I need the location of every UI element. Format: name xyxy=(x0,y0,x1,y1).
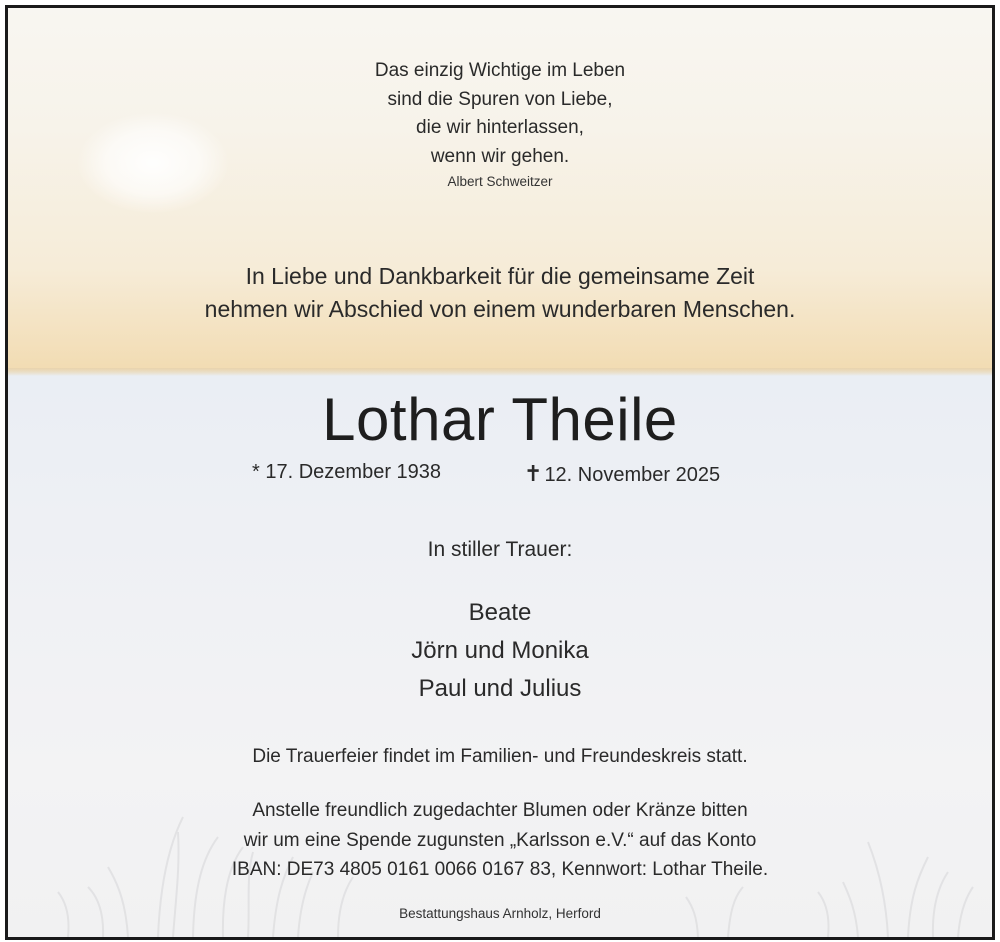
mourner: Jörn und Monika xyxy=(411,637,589,664)
farewell-line: In Liebe und Dankbarkeit für die gemeinsame Zeit xyxy=(245,263,755,289)
quote-author: Albert Schweitzer xyxy=(447,174,553,189)
quote xyxy=(8,57,992,171)
quote-line: Das einzig Wichtige im Leben xyxy=(374,60,626,81)
cross-icon: ✝ xyxy=(524,461,543,486)
mourner: Paul und Julius xyxy=(418,675,582,702)
obituary-notice xyxy=(5,5,995,940)
donation-text xyxy=(8,796,992,885)
mourner: Beate xyxy=(468,599,532,626)
farewell-text xyxy=(8,260,992,326)
birth-date-group xyxy=(252,461,441,484)
death-date-group xyxy=(524,461,720,487)
deceased-name: Lothar Theile xyxy=(322,386,678,453)
mourners-list xyxy=(8,594,992,708)
birth-date: 17. Dezember 1938 xyxy=(265,461,442,483)
donation-line: wir um eine Spende zugunsten „Karlsson e.V.“ auf das Konto xyxy=(243,829,757,851)
donation-line: Anstelle freundlich zugedachter Blumen oder Kränze bitten xyxy=(252,800,748,821)
mourning-heading: In stiller Trauer: xyxy=(427,538,573,561)
donation-line: IBAN: DE73 4805 0161 0066 0167 83, Kennwort: Lothar Theile. xyxy=(231,859,769,880)
quote-line: sind die Spuren von Liebe, xyxy=(387,88,613,110)
farewell-line: nehmen wir Abschied von einem wunderbaren Menschen. xyxy=(204,296,796,322)
birth-star-icon: * xyxy=(252,461,260,483)
funeral-home: Bestattungshaus Arnholz, Herford xyxy=(399,906,601,921)
ceremony-text: Die Trauerfeier findet im Familien- und Freundeskreis statt. xyxy=(252,746,748,767)
quote-line: die wir hinterlassen, xyxy=(416,117,584,138)
quote-line: wenn wir gehen. xyxy=(430,145,570,167)
horizon-line xyxy=(8,368,992,376)
death-date: 12. November 2025 xyxy=(544,464,721,486)
